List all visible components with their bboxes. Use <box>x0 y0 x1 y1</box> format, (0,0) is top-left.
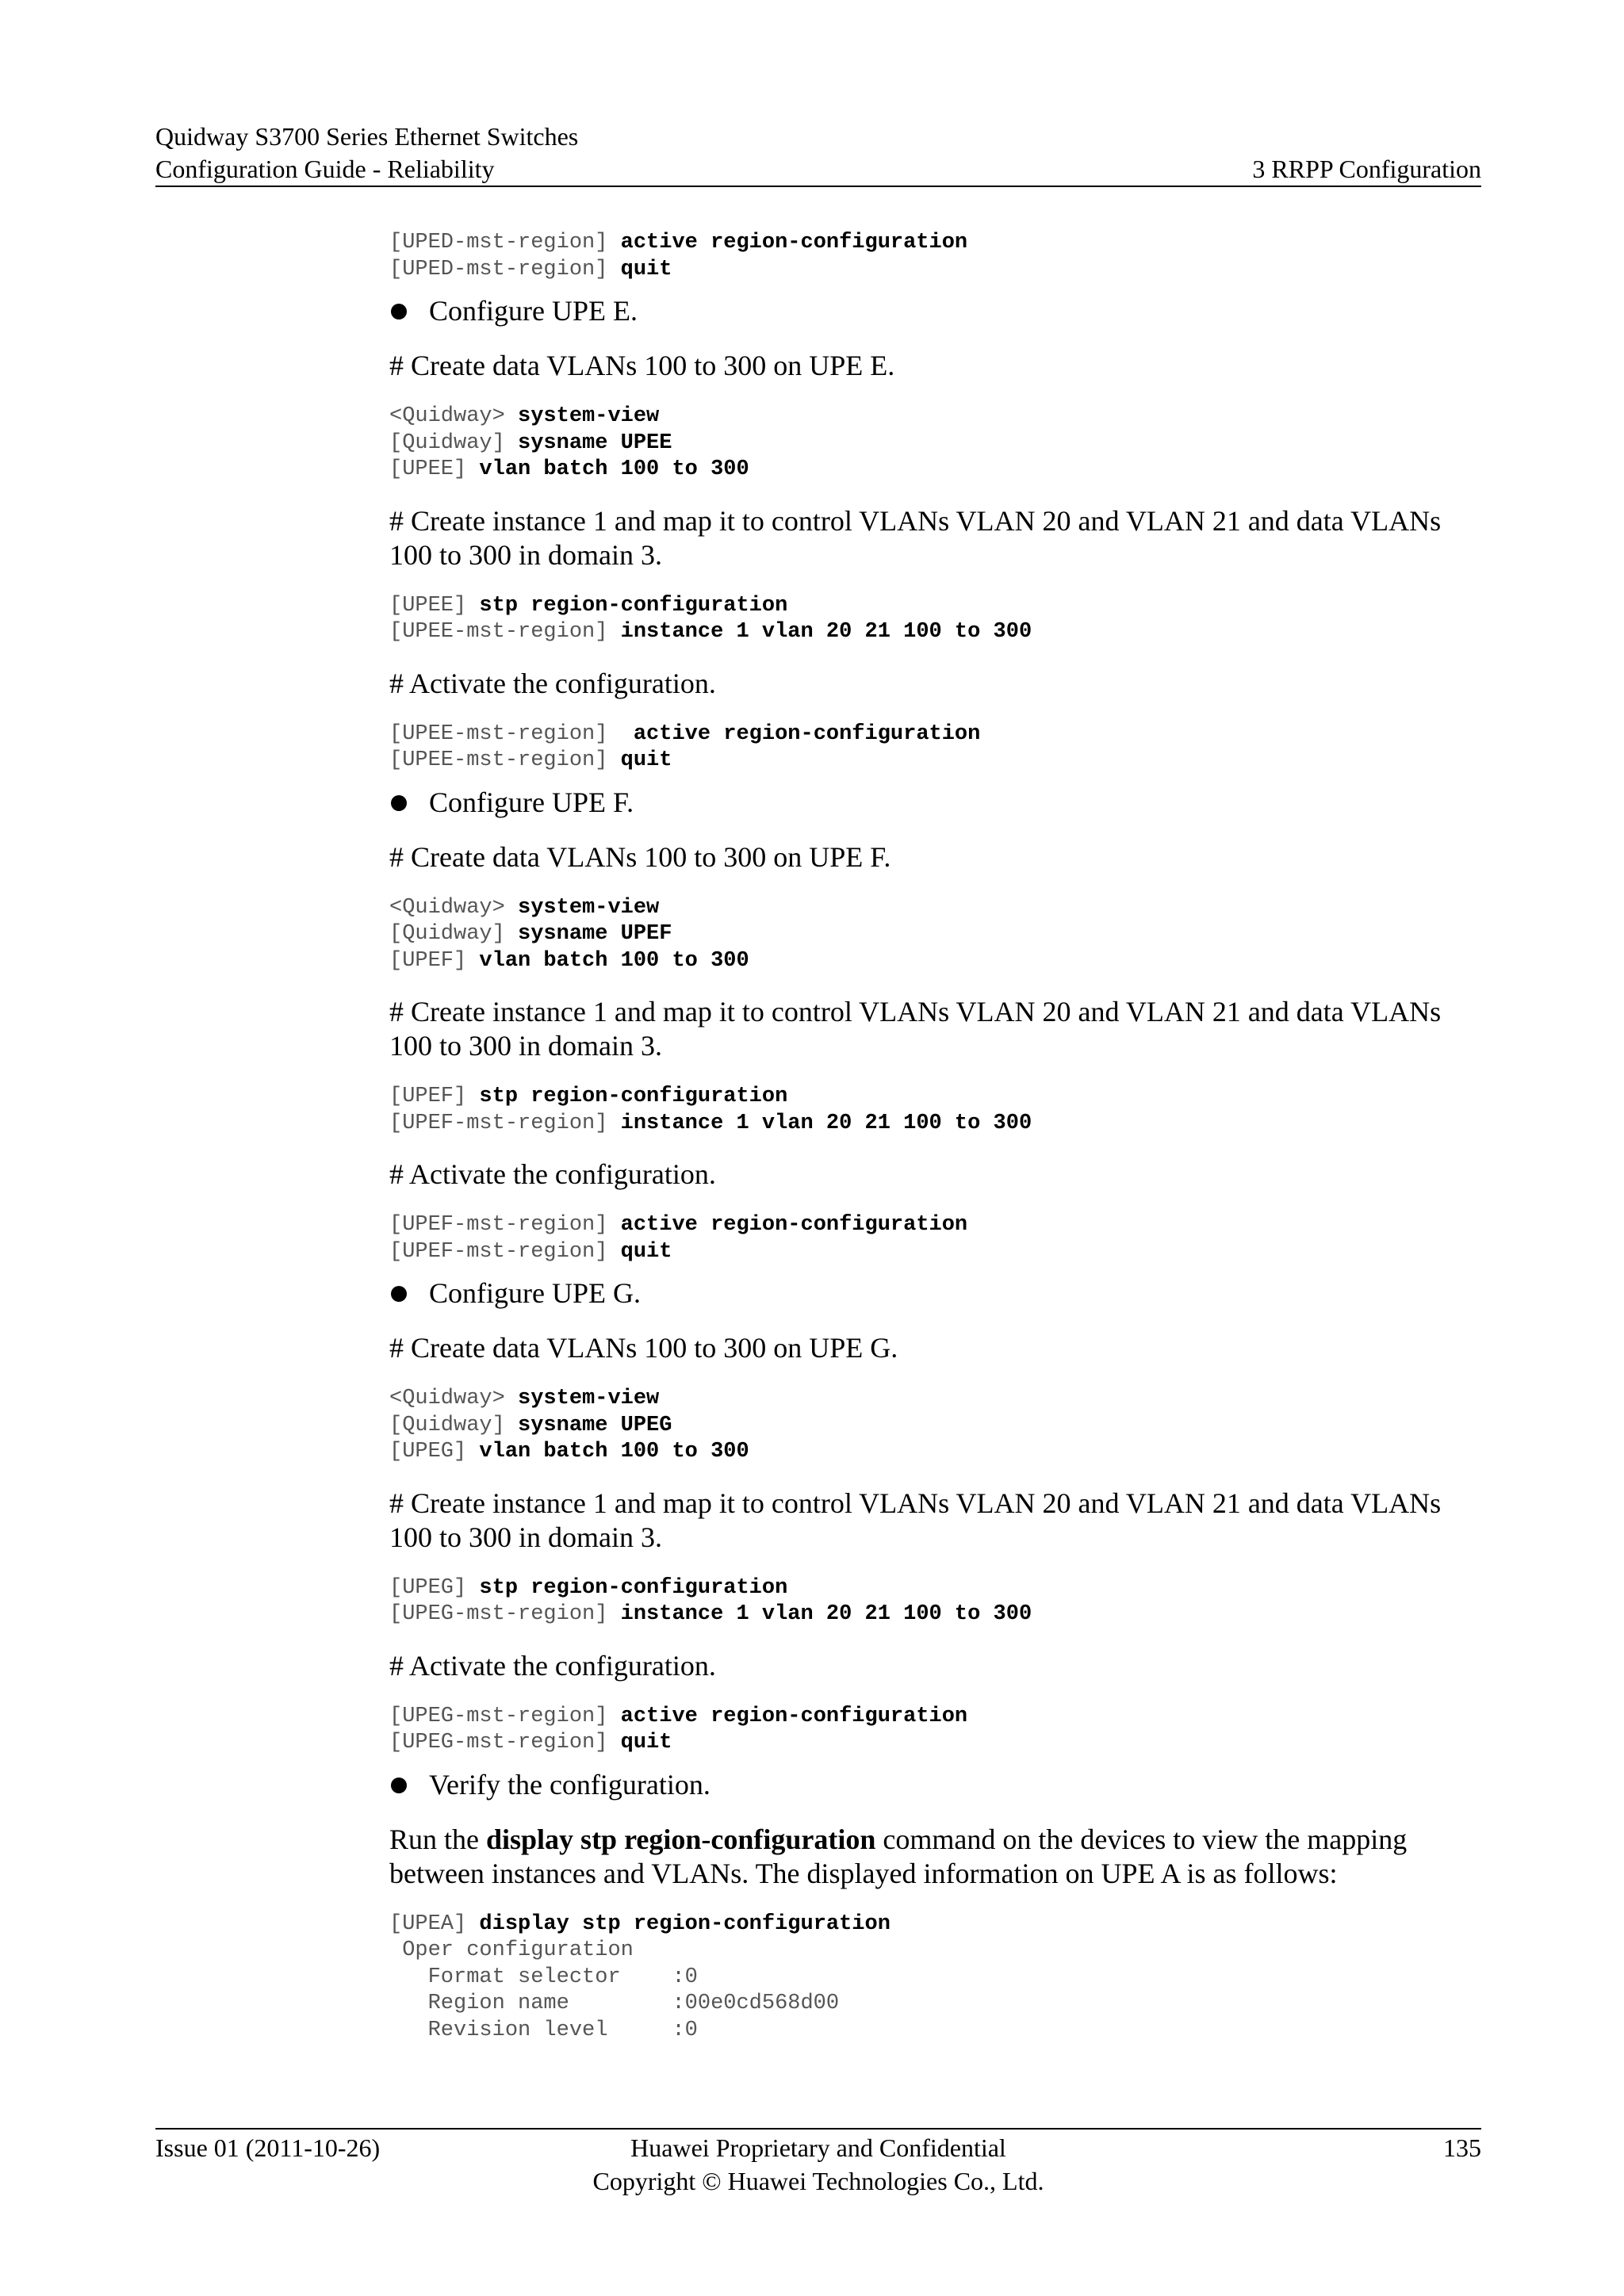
paragraph: # Activate the configuration. <box>389 1649 716 1682</box>
paragraph: # Activate the configuration. <box>389 667 716 699</box>
page-content <box>389 230 1484 2044</box>
bullet-item: Configure UPE G. <box>389 1276 1484 1311</box>
header-guide: Configuration Guide - Reliability <box>155 155 495 183</box>
footer-issue: Issue 01 (2011-10-26) <box>155 2133 381 2162</box>
bullet-dot-icon <box>391 795 407 811</box>
bullet-dot-icon <box>391 1777 407 1793</box>
bullet-item: Configure UPE F. <box>389 786 1484 820</box>
code-block: [UPEF-mst-region] active region-configuration [UPEF-mst-region] quit <box>389 1213 968 1264</box>
paragraph: Run the display stp region-configuration command on the devices to view the mapping between instances and VLANs. The displayed information on UPE A is as follows: <box>389 1823 1408 1889</box>
code-block: [UPEG-mst-region] active region-configuration [UPEG-mst-region] quit <box>389 1704 968 1755</box>
page-number: 135 <box>1443 2133 1481 2162</box>
code-block: [UPED-mst-region] active region-configuration [UPED-mst-region] quit <box>389 231 968 281</box>
paragraph: # Create data VLANs 100 to 300 on UPE F. <box>389 840 891 873</box>
bullet-dot-icon <box>391 304 407 320</box>
inline-command: display stp region-configuration <box>486 1823 876 1855</box>
footer-center <box>155 2131 1481 2198</box>
bullet-dot-icon <box>391 1286 407 1302</box>
paragraph: # Create instance 1 and map it to control VLANs VLAN 20 and VLAN 21 and data VLANs 100 to 300 in domain 3. <box>389 504 1442 571</box>
code-block: [UPEF] stp region-configuration [UPEF-mst-region] instance 1 vlan 20 21 100 to 300 <box>389 1085 1032 1135</box>
footer-confidential: Huawei Proprietary and Confidential <box>630 2133 1006 2162</box>
paragraph: # Create instance 1 and map it to control VLANs VLAN 20 and VLAN 21 and data VLANs 100 to 300 in domain 3. <box>389 996 1442 1062</box>
code-block: <Quidway> system-view [Quidway] sysname UPEG [UPEG] vlan batch 100 to 300 <box>389 1387 749 1464</box>
header-row <box>155 153 1481 185</box>
footer-rule <box>155 2128 1481 2130</box>
code-block: [UPEG] stp region-configuration [UPEG-mst-region] instance 1 vlan 20 21 100 to 300 <box>389 1575 1032 1626</box>
paragraph: # Create data VLANs 100 to 300 on UPE G. <box>389 1332 898 1364</box>
code-block: <Quidway> system-view [Quidway] sysname UPEF [UPEF] vlan batch 100 to 300 <box>389 895 749 973</box>
bullet-item: Verify the configuration. <box>389 1768 1484 1802</box>
bullet-item: Configure UPE E. <box>389 294 1484 328</box>
footer-copyright: Copyright © Huawei Technologies Co., Ltd. <box>592 2167 1044 2195</box>
header-chapter: 3 RRPP Configuration <box>1252 155 1481 183</box>
paragraph: # Activate the configuration. <box>389 1158 716 1190</box>
code-block: [UPEE] stp region-configuration [UPEE-mst-region] instance 1 vlan 20 21 100 to 300 <box>389 593 1032 644</box>
paragraph: # Create data VLANs 100 to 300 on UPE E. <box>389 350 895 381</box>
header-product: Quidway S3700 Series Ethernet Switches <box>155 122 579 151</box>
header-rule <box>155 186 1481 187</box>
code-block: <Quidway> system-view [Quidway] sysname UPEE [UPEE] vlan batch 100 to 300 <box>389 404 749 481</box>
paragraph: # Create instance 1 and map it to control VLANs VLAN 20 and VLAN 21 and data VLANs 100 to 300 in domain 3. <box>389 1487 1442 1553</box>
code-block: [UPEA] display stp region-configuration Oper configuration Format selector :0 Region name :00e0cd568d00 Revision level :0 <box>389 1911 891 2042</box>
code-block: [UPEE-mst-region] active region-configuration [UPEE-mst-region] quit <box>389 721 981 772</box>
